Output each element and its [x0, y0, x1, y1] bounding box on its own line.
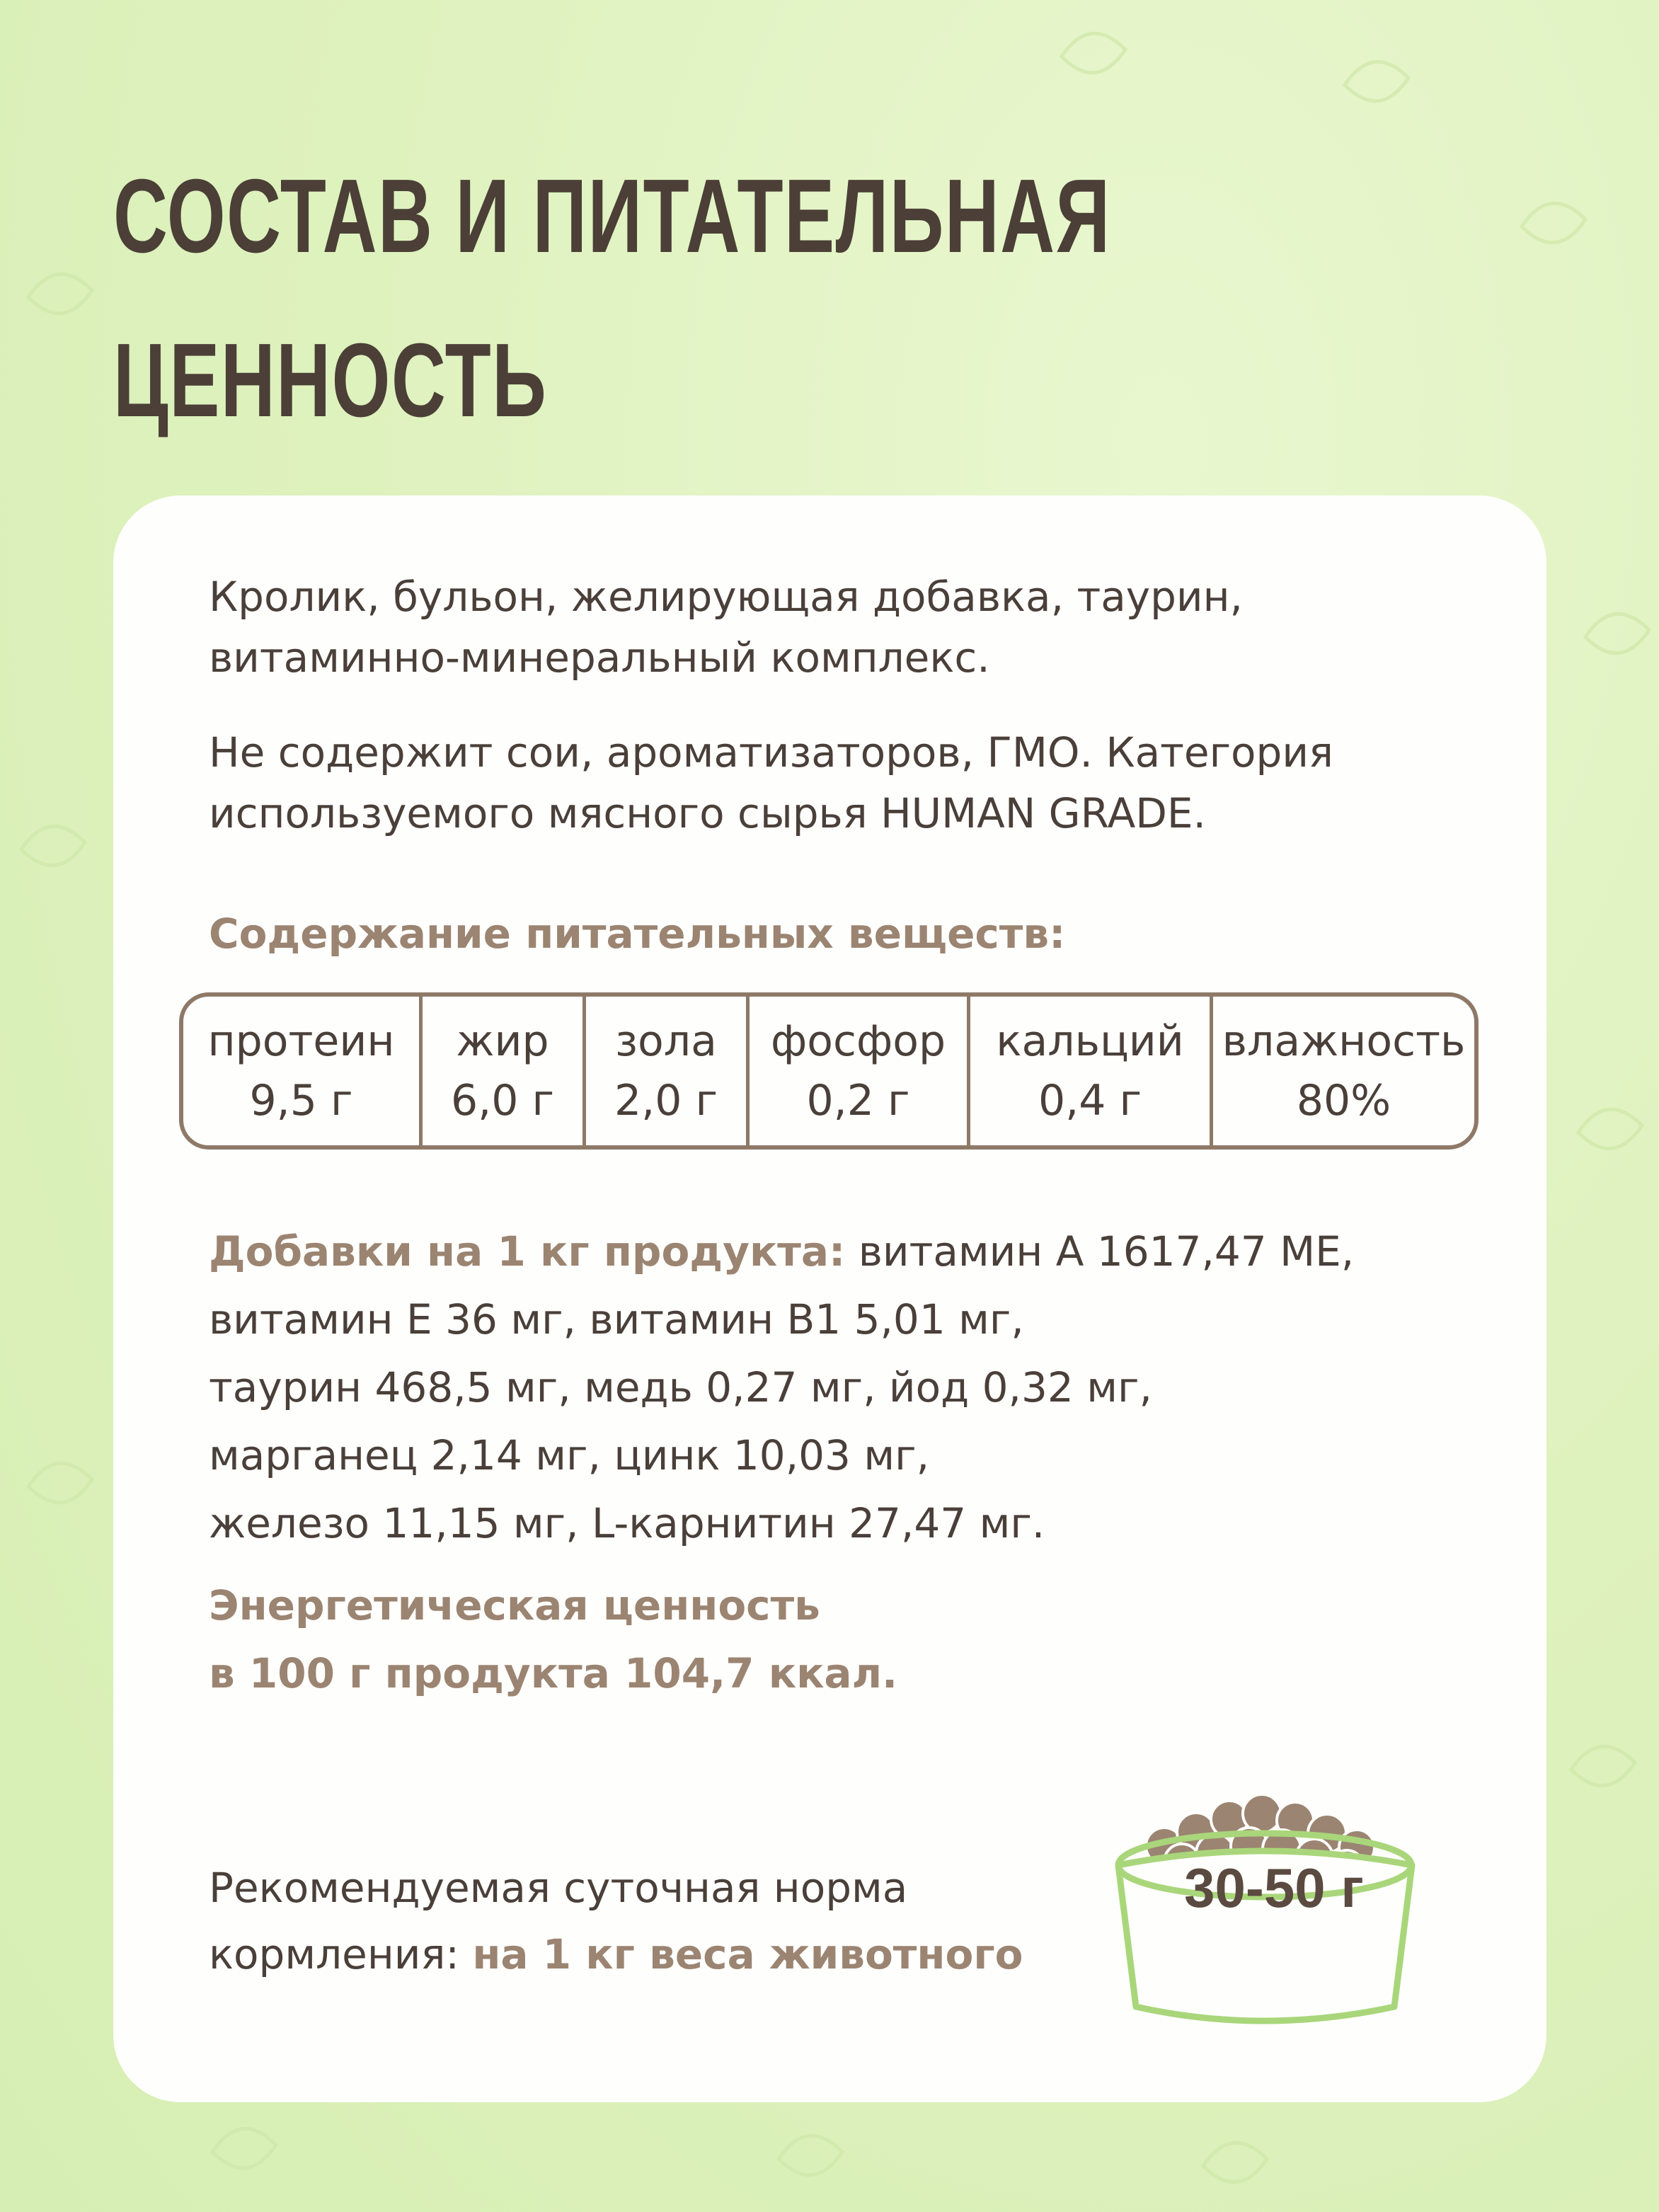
energy-value-text	[209, 1571, 897, 1707]
nutrient-value: 0,4 г	[1038, 1076, 1142, 1125]
title-line-2: ЦЕННОСТЬ	[113, 322, 548, 439]
ingredients-text	[209, 566, 1243, 688]
additives-line-2: витамин Е 36 мг, витамин В1 5,01 мг,	[209, 1295, 1024, 1343]
additives-text	[209, 1217, 1483, 1557]
nutrient-cell-fat	[423, 997, 586, 1145]
nutrient-value: 2,0 г	[614, 1076, 718, 1125]
recommendation-per-kg: на 1 кг веса животного	[472, 1930, 1023, 1978]
energy-line-1: Энергетическая ценность	[209, 1581, 820, 1629]
nutrient-cell-protein	[183, 997, 423, 1145]
title-line-1: СОСТАВ И ПИТАТЕЛЬНАЯ	[113, 158, 1111, 275]
nutrients-heading: Содержание питательных веществ:	[209, 910, 1066, 958]
nutrient-value: 9,5 г	[249, 1076, 353, 1125]
nutrient-name: жир	[456, 1016, 549, 1066]
nutrient-cell-moisture	[1213, 997, 1474, 1145]
nutrient-cell-phosphorus	[750, 997, 970, 1145]
nutrient-name: зола	[615, 1016, 717, 1066]
recommendation-line-2: кормления:	[209, 1930, 473, 1978]
exclusions-line-2: используемого мясного сырья HUMAN GRADE.	[209, 789, 1206, 837]
additives-line-4: марганец 2,14 мг, цинк 10,03 мг,	[209, 1431, 930, 1479]
ingredients-line-2: витаминно-минеральный комплекс.	[209, 634, 990, 682]
page-title	[113, 134, 1111, 463]
additives-line-1: витамин А 1617,47 МЕ,	[845, 1227, 1355, 1276]
additives-line-3: таурин 468,5 мг, медь 0,27 мг, йод 0,32 мг,	[209, 1363, 1152, 1411]
exclusions-line-1: Не содержит сои, ароматизаторов, ГМО. Категория	[209, 728, 1333, 777]
nutrient-value: 80%	[1296, 1076, 1391, 1125]
additives-line-5: железо 11,15 мг, L-карнитин 27,47 мг.	[209, 1499, 1045, 1547]
feeding-recommendation	[209, 1855, 1023, 1988]
nutrient-value: 0,2 г	[806, 1076, 910, 1125]
nutrient-cell-ash	[586, 997, 750, 1145]
nutrient-name: фосфор	[770, 1016, 946, 1066]
nutrient-name: протеин	[207, 1016, 395, 1066]
additives-label: Добавки на 1 кг продукта:	[209, 1227, 846, 1276]
recommendation-line-1: Рекомендуемая суточная норма	[209, 1864, 908, 1912]
nutrient-name: влажность	[1222, 1016, 1466, 1066]
nutrient-value: 6,0 г	[450, 1076, 554, 1125]
nutrient-cell-calcium	[970, 997, 1213, 1145]
ingredients-line-1: Кролик, бульон, желирующая добавка, таурин,	[209, 573, 1243, 621]
info-card	[113, 495, 1546, 2102]
exclusions-text	[209, 722, 1333, 844]
energy-line-2: в 100 г продукта 104,7 ккал.	[209, 1649, 898, 1697]
nutrient-name: кальций	[996, 1016, 1184, 1066]
nutrients-table	[179, 992, 1479, 1150]
daily-dose-value: 30-50 г	[1184, 1857, 1364, 1919]
